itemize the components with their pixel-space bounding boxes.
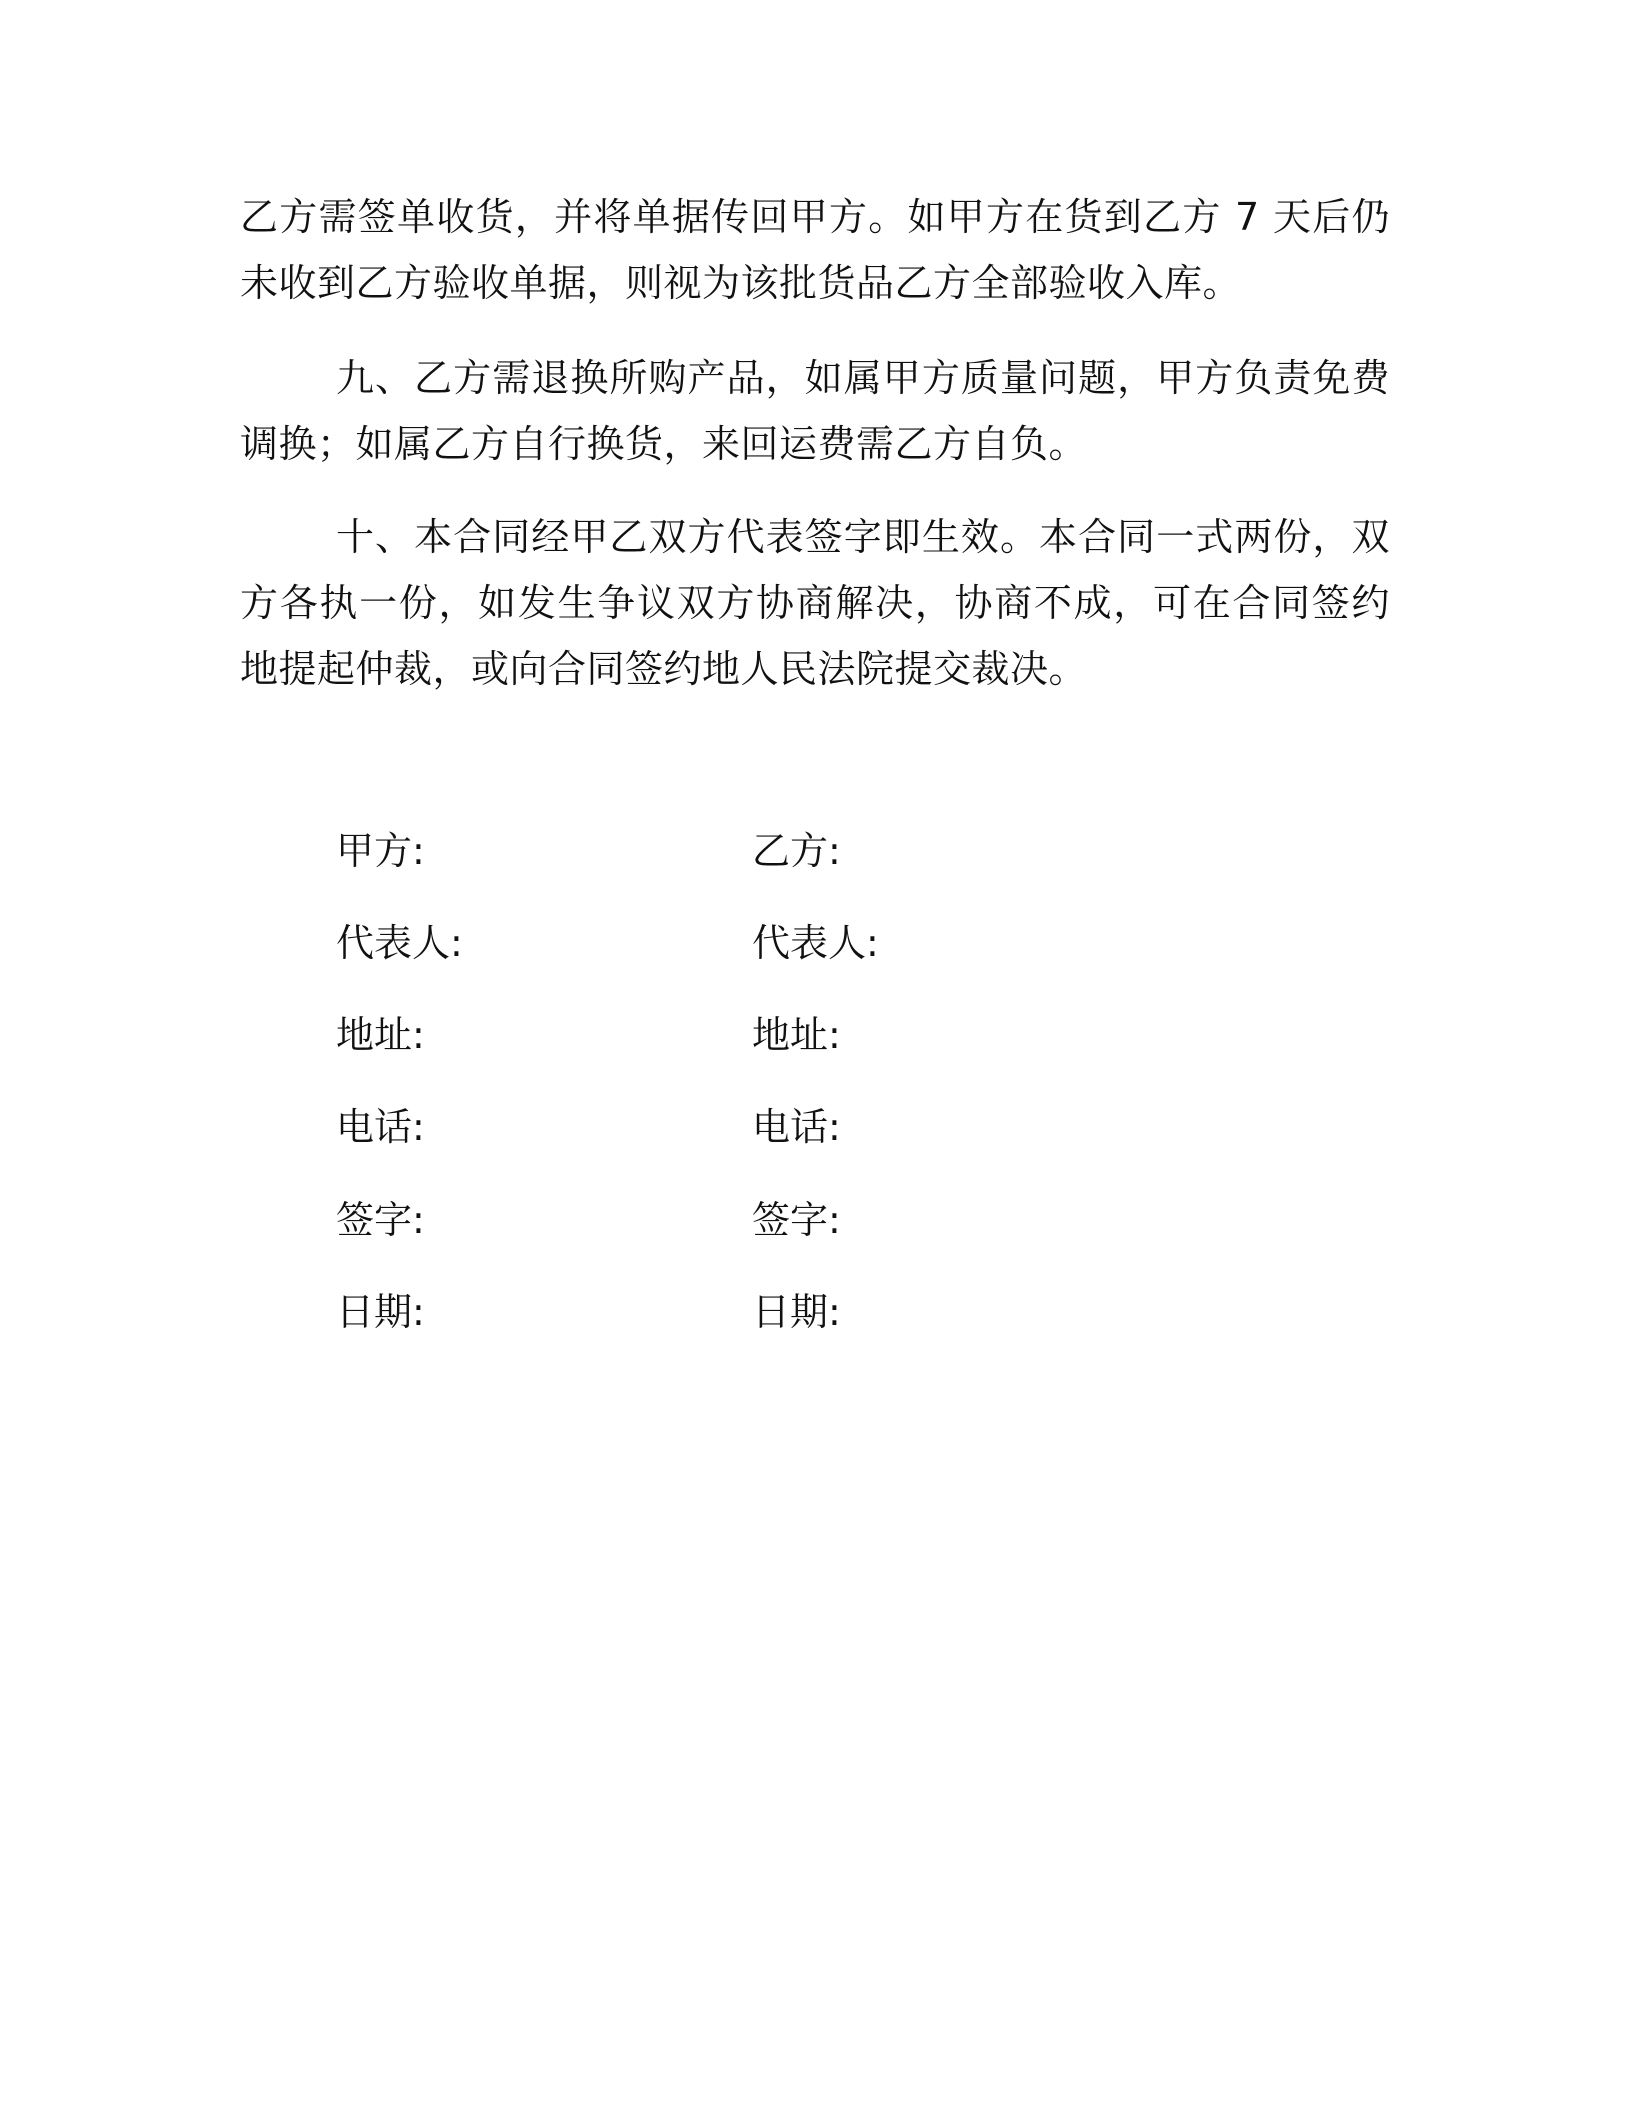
party-b-date-label: 日期: [752,1290,841,1334]
party-a-phone-label: 电话: [336,1105,425,1149]
party-a-representative-label: 代表人: [336,921,463,965]
party-a-name-label: 甲方: [336,829,425,873]
party-b-representative-label: 代表人: [752,921,879,965]
party-b-name-label: 乙方: [752,829,841,873]
party-a-date-label: 日期: [336,1290,425,1334]
paragraph-delivery-acceptance: 乙方需签单收货，并将单据传回甲方。如甲方在货到乙方 7 天后仍未收到乙方验收单据，则视为该批货品乙方全部验收入库。 [240,195,1390,305]
party-a-signature-label: 签字: [336,1198,425,1242]
paragraph-clause-ten: 十、本合同经甲乙双方代表签字即生效。本合同一式两份，双方各执一份，如发生争议双方协商解决，协商不成，可在合同签约地提起仲裁，或向合同签约地人民法院提交裁决。 [240,515,1390,691]
party-b-signature-label: 签字: [752,1198,841,1242]
paragraph-clause-nine: 九、乙方需退换所购产品，如属甲方质量问题，甲方负责免费调换；如属乙方自行换货，来回运费需乙方自负。 [240,356,1390,466]
party-b-address-label: 地址: [752,1013,841,1057]
party-a-address-label: 地址: [336,1013,425,1057]
party-b-phone-label: 电话: [752,1105,841,1149]
